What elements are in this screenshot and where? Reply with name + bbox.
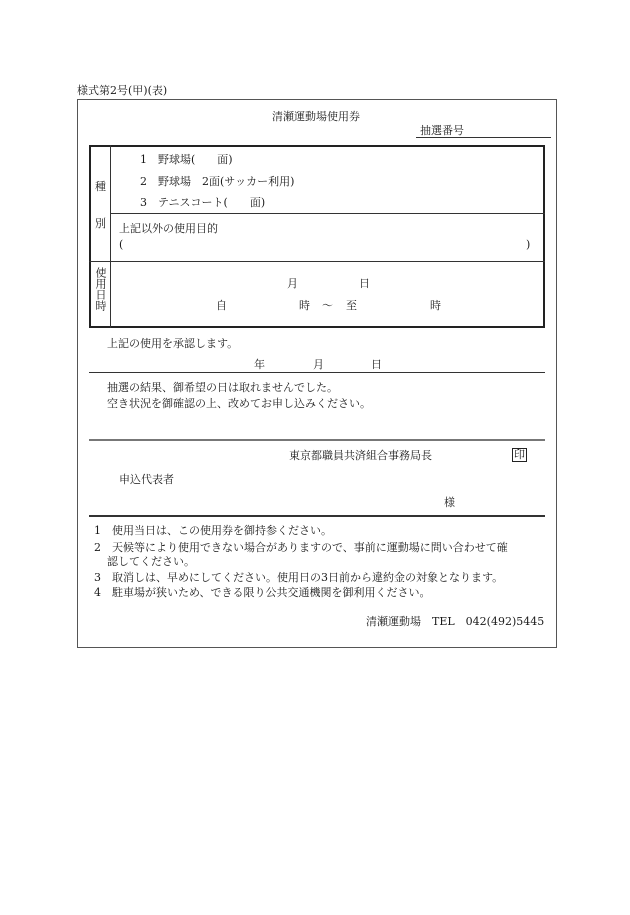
note-4: 4 駐車場が狭いため、できる限り公共交通機関を御利用ください。 — [94, 586, 431, 599]
datetime-hour-from: 時 — [299, 299, 310, 312]
datetime-divider — [89, 261, 545, 262]
datetime-hour-to: 時 — [430, 299, 441, 312]
datetime-to: 至 — [346, 299, 357, 312]
note-1: 1 使用当日は、この使用券を御持参ください。 — [94, 524, 332, 537]
date-year: 年 — [254, 358, 265, 371]
other-purpose-label: 上記以外の使用目的 — [119, 222, 218, 235]
type-divider — [110, 213, 545, 214]
date-underline — [89, 372, 545, 373]
label-column-divider — [110, 145, 111, 328]
type-item-baseball: 1 野球場( 面) — [140, 153, 233, 166]
date-month: 月 — [313, 358, 324, 371]
form-label: 様式第2号(甲)(表) — [77, 84, 168, 97]
usage-table — [89, 145, 545, 328]
date-day: 日 — [371, 358, 382, 371]
type-item-baseball-soccer: 2 野球場 2面(サッカー利用) — [140, 175, 295, 188]
datetime-month: 月 — [287, 277, 298, 290]
datetime-label: 使用日時 — [94, 267, 107, 311]
type-label-bottom: 別 — [95, 217, 106, 230]
type-label-top: 種 — [95, 180, 106, 193]
lottery-number-underline — [416, 137, 551, 138]
datetime-tilde: 〜 — [322, 299, 333, 312]
approval-text: 上記の使用を承認します。 — [107, 337, 239, 350]
note-3: 3 取消しは、早めにしてください。使用日の3日前から違約金の対象となります。 — [94, 571, 504, 584]
applicant-label: 申込代表者 — [119, 473, 174, 486]
lottery-result-line-2: 空き状況を御確認の上、改めてお申し込みください。 — [107, 397, 371, 410]
note-2: 2 天候等により使用できない場合がありますので、事前に運動場に問い合わせて確 — [94, 541, 508, 554]
page-title: 清瀬運動場使用券 — [272, 110, 360, 123]
datetime-day: 日 — [359, 277, 370, 290]
notes-separator — [89, 515, 545, 517]
issuer: 東京都職員共済組合事務局長 — [289, 449, 432, 462]
section-separator — [89, 439, 545, 441]
lottery-result-line-1: 抽選の結果、御希望の日は取れませんでした。 — [107, 381, 338, 394]
other-purpose-open-paren: ( — [119, 238, 124, 251]
datetime-from: 自 — [216, 299, 227, 312]
type-item-tennis: 3 テニスコート( 面) — [140, 196, 266, 209]
contact-info: 清瀬運動場 TEL 042(492)5445 — [366, 615, 545, 628]
other-purpose-close-paren: ) — [526, 238, 531, 251]
seal-mark: 印 — [514, 448, 525, 461]
lottery-number-label: 抽選番号 — [420, 124, 464, 137]
honorific: 様 — [444, 496, 455, 509]
note-2-continued: 認してください。 — [107, 555, 195, 568]
